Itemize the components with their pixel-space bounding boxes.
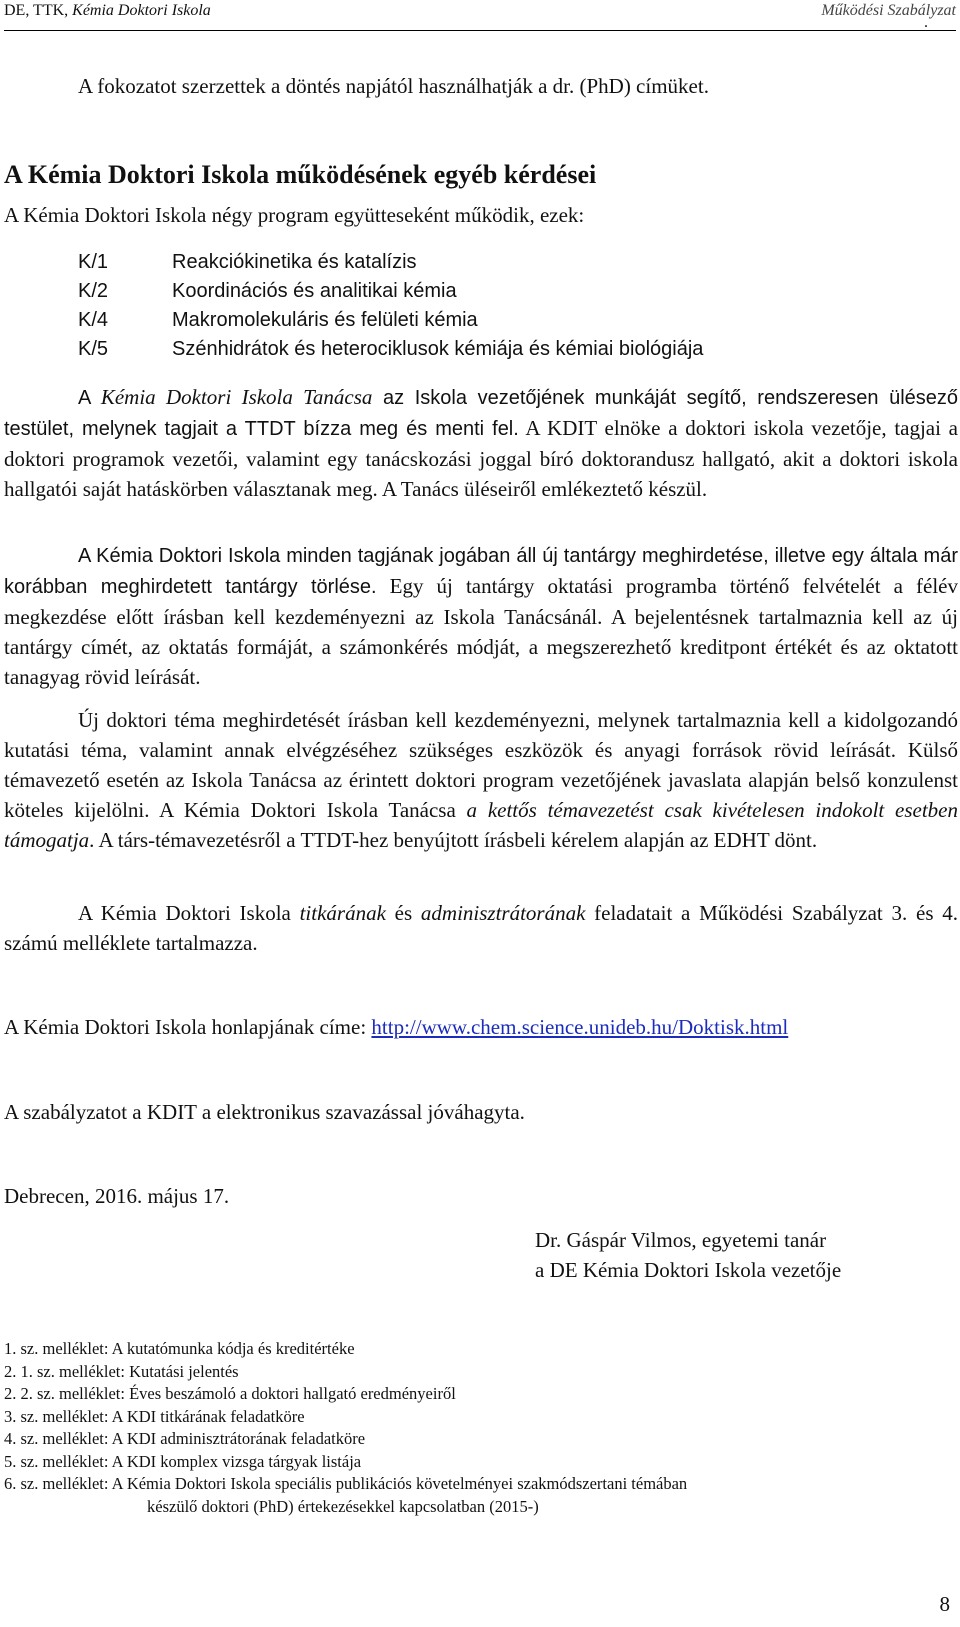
annex-item: 6. sz. melléklet: A Kémia Doktori Iskola speciális publikációs követelményei szakmódszertani témában [4, 1474, 688, 1493]
courses-sans: A Kémia Doktori Iskola minden tagjának jogában áll új tantárgy meghirdetése, illetve egy általa már korábban meghirdetett tantárgy törlése. [4, 545, 958, 598]
annex-item-continuation: készülő doktori (PhD) értekezésekkel kapcsolatban (2015-) [147, 1496, 539, 1516]
program-row [78, 277, 703, 306]
council-body: az Iskola vezetőjének munkáját segítő, rendszeresen ülésező testület, melynek tagjait a TTDT bízza meg és menti fel. [4, 387, 959, 440]
council-paragraph [4, 382, 958, 504]
program-code: K/5 [78, 338, 109, 360]
secretary-b: feladatait a Működési Szabályzat 3. és 4. számú melléklete tartalmazza. [4, 901, 958, 955]
council-italic: Kémia Doktori Iskola Tanácsa [100, 385, 373, 409]
annex-item: 4. sz. melléklet: A KDI adminisztrátorának feladatköre [4, 1429, 366, 1448]
secretary-paragraph [4, 898, 958, 958]
annex-item: 5. sz. melléklet: A KDI komplex vizsga tárgyak listája [4, 1451, 362, 1471]
courses-serif: Egy új tantárgy oktatási programba történő felvételét a félév megkezdése előtt írásban kell kezdeményezni az Iskola Tanácsánál. A bejelentésnek tartalmaznia kell az új tantárgy címét, az oktatás formáját, a számonkérés módját, a megszerezhető kreditpont értékét és az oktatott tanagyag rövid leírását. [4, 574, 958, 689]
courses-paragraph [4, 540, 958, 692]
program-row [78, 306, 703, 335]
approval-line: A szabályzatot a KDIT a elektronikus szavazással jóváhagyta. [4, 1100, 525, 1124]
homepage-label: A Kémia Doktori Iskola honlapjának címe: [4, 1015, 372, 1039]
program-row [78, 335, 703, 364]
section-title: A Kémia Doktori Iskola működésének egyéb kérdései [4, 160, 597, 189]
header-left [4, 2, 211, 20]
date-line: Debrecen, 2016. május 17. [4, 1184, 230, 1208]
homepage-link[interactable]: http://www.chem.science.unideb.hu/Doktisk.html [371, 1015, 789, 1039]
signature-line-1: Dr. Gáspár Vilmos, egyetemi tanár [535, 1228, 827, 1252]
annex-item: 3. sz. melléklet: A KDI titkárának feladatköre [4, 1406, 305, 1426]
annex-item: 2. 2. sz. melléklet: Éves beszámoló a doktori hallgató eredményeiről [4, 1384, 456, 1403]
secretary-a: A Kémia Doktori Iskola [78, 901, 300, 925]
program-code: K/2 [78, 280, 109, 302]
page-header [4, 0, 956, 31]
topics-a: Új doktori téma meghirdetését írásban kell kezdeményezni, melynek tartalmaznia kell a kidolgozandó kutatási téma, valamint annak elvégzéséhez szükséges eszközök és anyagi források rövid leírását. Külső témavezető esetén az Iskola Tanácsa az érintett doktori program vezetőjének javaslata alapján belső konzulenst köteles kijelölni. A Kémia Doktori Iskola Tanácsa [4, 708, 958, 822]
topics-italic: a kettős témavezetést csak kivételesen indokolt esetben támogatja [4, 798, 958, 852]
signature-block [535, 1225, 841, 1285]
topics-paragraph [4, 705, 958, 855]
homepage-line [4, 1012, 958, 1042]
intro-sentence: A fokozatot szerzettek a döntés napjától használhatják a dr. (PhD) címüket. [78, 74, 709, 98]
topics-b: . A társ-témavezetésről a TTDT-hez benyújtott írásbeli kérelem alapján az EDHT dönt. [89, 828, 818, 852]
council-a: A [78, 387, 101, 409]
header-right: Működési Szabályzat [821, 2, 956, 19]
section-intro: A Kémia Doktori Iskola négy program együtteseként működik, ezek: [4, 203, 585, 227]
program-name: Reakciókinetika és katalízis [172, 251, 417, 273]
program-name: Koordinációs és analitikai kémia [172, 280, 457, 302]
header-left-prefix: DE, TTK, [4, 2, 73, 19]
program-name: Szénhidrátok és heterociklusok kémiája és kémiai biológiája [172, 338, 704, 360]
program-name: Makromolekuláris és felületi kémia [172, 309, 478, 331]
page-number: 8 [939, 1592, 950, 1616]
program-row [78, 248, 703, 277]
header-left-school: Kémia Doktori Iskola [72, 2, 211, 19]
council-serif: A KDIT elnöke a doktori iskola vezetője, tagjai a doktori programok vezetői, valamint egy tanácskozási joggal bíró doktorandusz hallgató, akit a doktori iskola hallgatói saját hatáskörben választanak meg. A Tanács üléseiről emlékeztető készül. [4, 416, 958, 501]
signature-line-2: a DE Kémia Doktori Iskola vezetője [535, 1258, 842, 1282]
header-dot: . [924, 14, 928, 31]
annex-item: 2. 1. sz. melléklet: Kutatási jelentés [4, 1361, 239, 1381]
annex-item: 1. sz. melléklet: A kutatómunka kódja és kreditértéke [4, 1339, 355, 1358]
secretary-mid: és [385, 901, 421, 925]
secretary-i2: adminisztrátorának [420, 901, 586, 925]
annex-list [4, 1338, 958, 1518]
program-list [78, 248, 703, 364]
program-code: K/4 [78, 309, 109, 331]
secretary-i1: titkárának [299, 901, 386, 925]
program-code: K/1 [78, 251, 109, 273]
